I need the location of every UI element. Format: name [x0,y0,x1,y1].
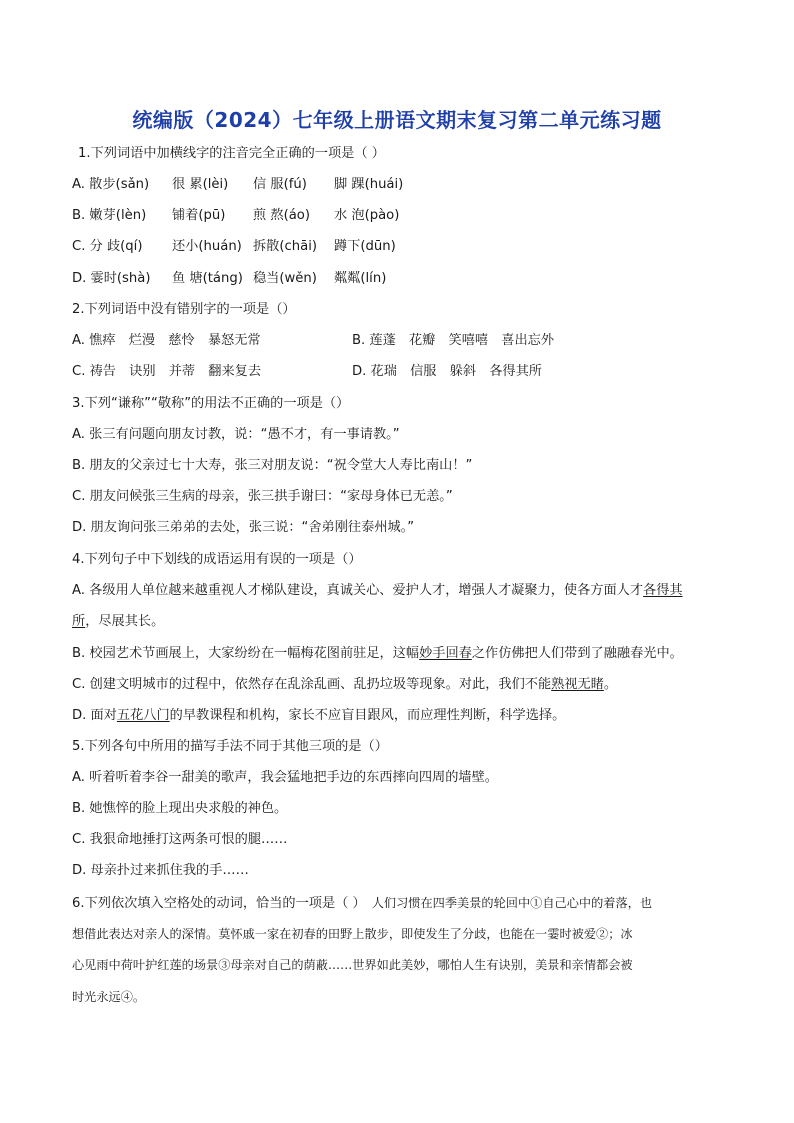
question-1-option-item: B. 嫩芽(lèn) [72,208,147,223]
question-1-option-item: 水 泡(pào) [334,208,400,223]
question-5-option-d: D. 母亲扑过来抓住我的手…… [72,863,249,878]
question-3-option-c: C. 朋友问候张三生病的母亲，张三拱手谢曰：“家母身体已无恙。” [72,489,453,504]
question-1-option-item: 蹲下(dūn) [334,239,396,254]
q4-d-text-2: 的早教课程和机构，家长不应盲目跟风，而应理性判断，科学选择。 [169,708,566,723]
q4-c-text-1: C. 创建文明城市的过程中，依然存在乱涂乱画、乱扔垃圾等现象。对此，我们不能 [72,677,552,692]
question-4-option-c [72,676,617,694]
question-2-stem: 2.下列词语中没有错别字的一项是（） [72,302,296,317]
question-3-option-a: A. 张三有问题向朋友讨教，说：“愚不才，有一事请教。” [72,427,400,442]
q4-c-underlined: 熟视无睹 [551,677,604,692]
question-4-stem: 4.下列句子中下划线的成语运用有误的一项是（） [72,552,362,567]
question-1-option-item: 还小(huán) [172,239,242,254]
question-3-stem: 3.下列“谦称”“敬称”的用法不正确的一项是（） [72,396,350,411]
question-6-passage-2: 想借此表达对亲人的深情。莫怀戚一家在初春的田野上散步，即使发生了分歧，也能在一霎时被爱②；冰 [72,927,633,941]
question-5-stem: 5.下列各句中所用的描写手法不同于其他三项的是（） [72,739,388,754]
question-6-passage-4: 时光永远④。 [72,990,146,1004]
q4-a-text-2: ，尽展其长。 [85,614,165,629]
question-1-option-item: 鱼 塘(táng) [172,271,243,286]
question-2-option-b: B. 莲蓬 花瓣 笑嘻嘻 喜出忘外 [352,333,555,348]
question-5-option-c: C. 我狠命地捶打这两条可恨的腿…… [72,832,288,847]
question-6-line1 [72,894,652,913]
question-1-option-item: 粼粼(lín) [334,271,387,286]
question-2-option-d: D. 花瑞 信服 躲斜 各得其所 [352,364,542,379]
question-2-option-a: A. 憔瘁 烂漫 慈怜 暴怒无常 [72,333,261,348]
question-1-option-item: D. 霎时(shà) [72,271,151,286]
page-title: 统编版（2024）七年级上册语文期末复习第二单元练习题 [132,108,662,132]
question-1-option-item: 信 服(fú) [253,177,307,192]
question-1-option-item: 脚 踝(huái) [334,177,404,192]
question-1-stem: 1.下列词语中加横线字的注音完全正确的一项是（ ） [78,146,385,161]
question-4-option-d [72,707,565,725]
q4-a-text-1: A. 各级用人单位越来越重视人才梯队建设，真诚关心、爱护人才，增强人才凝聚力，使各方面人才 [72,583,644,598]
q4-a-underlined-1: 各得其 [643,583,683,598]
question-4-option-a-line2 [72,613,164,631]
question-6-passage-1: 人们习惯在四季美景的轮回中①自己心中的着落，也 [371,896,653,910]
question-5-option-a: A. 听着听着李谷一甜美的歌声，我会猛地把手边的东西摔向四周的墙壁。 [72,770,498,785]
question-1-option-item: 稳当(wěn) [253,271,317,286]
question-2-option-c: C. 祷告 诀别 并蒂 翻来复去 [72,364,262,379]
question-1-option-item: 煎 熬(áo) [253,208,311,223]
question-1-option-item: 拆散(chāi) [253,239,318,254]
q4-d-underlined: 五花八门 [116,708,170,723]
question-5-option-b: B. 她憔悴的脸上现出央求般的神色。 [72,801,288,816]
question-4-option-a-line1 [72,582,683,600]
question-1-option-item: 很 累(lèi) [172,177,229,192]
q4-b-text-1: B. 校园艺术节画展上，大家纷纷在一幅梅花图前驻足，这幅 [72,646,420,661]
question-3-option-d: D. 朋友询问张三弟弟的去处，张三说：“舍弟刚往泰州城。” [72,520,415,535]
q4-d-text-1: D. 面对 [72,708,117,723]
q4-a-underlined-2: 所 [72,614,86,629]
question-1-option-item: C. 分 歧(qí) [72,239,143,254]
q4-b-underlined: 妙手回春 [419,646,472,661]
question-1-option-item: 铺着(pū) [172,208,226,223]
question-6-passage-3: 心见雨中荷叶护红莲的场景③母亲对自己的荫蔽……世界如此美妙，哪怕人生有诀别，美景和亲情都会被 [72,958,633,972]
question-1-option-item: A. 散步(sǎn) [72,177,150,192]
question-3-option-b: B. 朋友的父亲过七十大寿，张三对朋友说：“祝令堂大人寿比南山！” [72,458,473,473]
q4-c-text-2: 。 [603,677,618,692]
question-4-option-b [72,645,683,663]
q4-b-text-2: 之作仿佛把人们带到了融融春光中。 [471,646,683,661]
question-6-stem: 6.下列依次填入空格处的动词，恰当的一项是（ ） [72,896,366,911]
